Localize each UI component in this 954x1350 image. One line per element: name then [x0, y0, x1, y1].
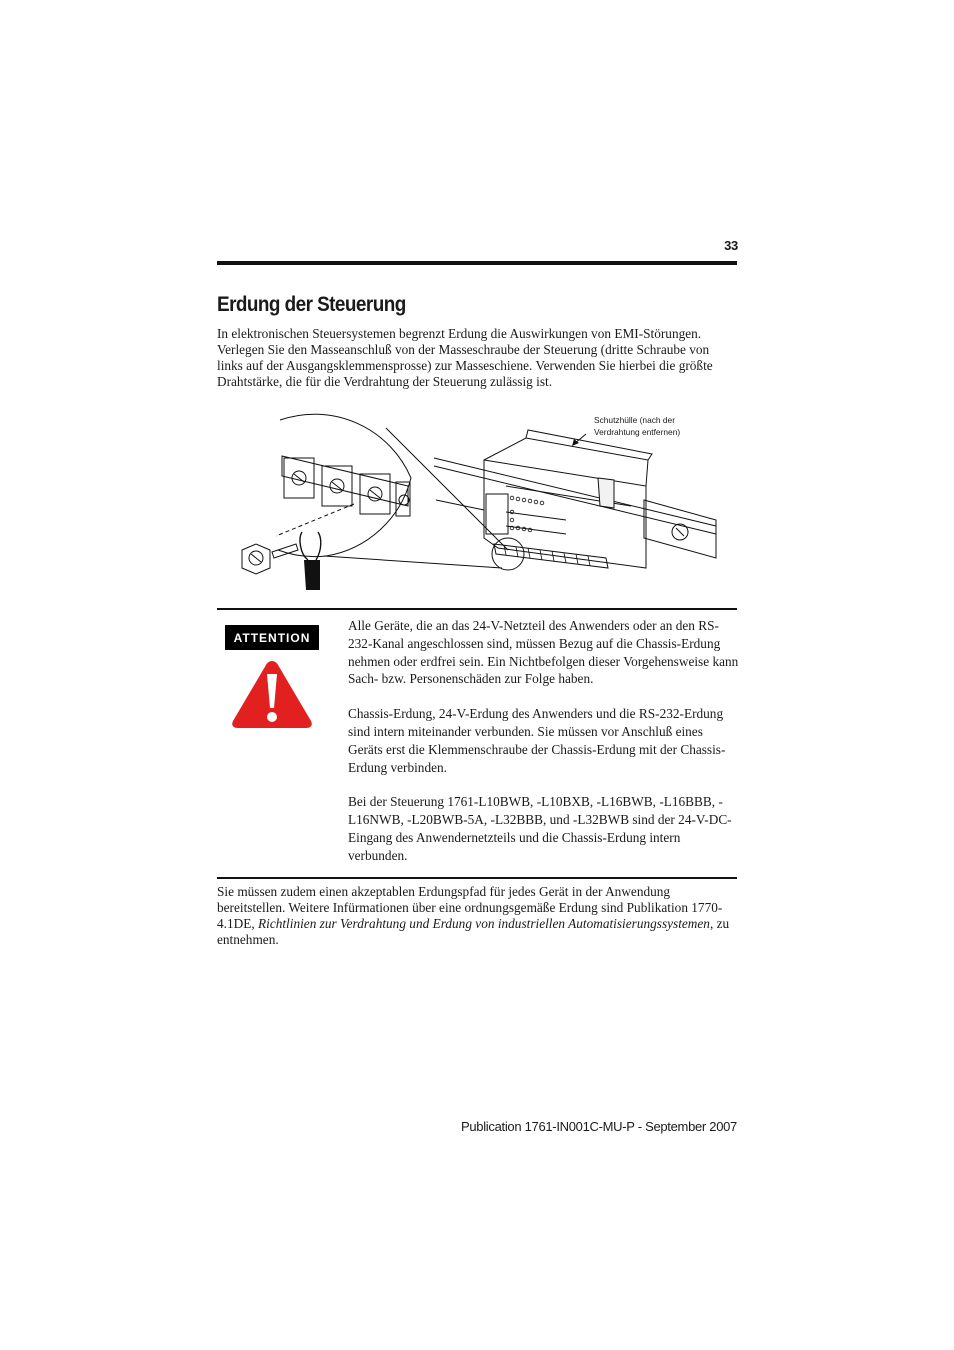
- attention-paragraph: Chassis-Erdung, 24-V-Erdung des Anwenders und die RS-232-Erdung sind intern miteinander verbunden. Sie müssen vor Anschluß eines Geräts erst die Klemmenschraube der Chassis-Erdung mit der Chassis-Erdung verbinden.: [348, 706, 726, 775]
- terminal-block-3: [360, 474, 390, 514]
- attention-badge: ATTENTION: [225, 625, 319, 650]
- header-rule: [217, 261, 737, 265]
- attention-paragraph: Bei der Steuerung 1761-L10BWB, -L10BXB, -L16BWB, -L16BBB, -L16NWB, -L20BWB-5A, -L32BBB, und -L32BWB sind der 24-V-DC-Eingang des Anwendernetzteils und die Chassis-Erdung intern verbunden.: [348, 794, 732, 863]
- attention-paragraph: Alle Geräte, die an das 24-V-Netzteil des Anwenders oder an den RS-232-Kanal angeschlossen sind, müssen Bezug auf die Chassis-Erdung nehmen oder erdfrei sein. Ein Nichtbefolgen dieser Vorgehensweise kann Sach- bzw. Personenschäden zur Folge haben.: [348, 618, 739, 687]
- page-number: 33: [724, 238, 738, 253]
- publication-title: Richtlinien zur Verdrahtung und Erdung von industriellen Automatisierungssystemen: [258, 916, 710, 931]
- ground-wire-icon: [300, 532, 321, 590]
- figure-callout: Schutzhülle (nach der Verdrahtung entfernen): [594, 415, 681, 437]
- intro-paragraph: In elektronischen Steuersystemen begrenzt Erdung die Auswirkungen von EMI-Störungen. Verlegen Sie den Masseanschluß von der Masseschraube der Steuerung (dritte Schraube von links auf der Ausgangsklemmensprosse) zur Masseschiene. Verwenden Sie hierbei die größte Drahtstärke, die für die Verdrahtung der Steuerung zulässig ist.: [217, 326, 713, 389]
- attention-text: [348, 617, 740, 882]
- attention-bottom-rule: [217, 877, 737, 879]
- attention-top-rule: [217, 608, 737, 610]
- warning-triangle-icon: [230, 658, 314, 730]
- publication-footer: Publication 1761-IN001C-MU-P - September 2007: [460, 1119, 737, 1134]
- section-heading: Erdung der Steuerung: [217, 293, 406, 316]
- status-leds: [510, 496, 544, 532]
- ground-screw-icon: [242, 544, 298, 574]
- closing-paragraph: Sie müssen zudem einen akzeptablen Erdungspfad für jedes Gerät in der Anwendung bereitstellen. Weitere Infürmationen über eine ordnungsgemäße Erdung sind Publikation 1770-4.1DE, Richtlinien zur Verdrahtung und Erdung von industriellen Automatisierungssystemen, zu entnehmen.: [217, 884, 730, 947]
